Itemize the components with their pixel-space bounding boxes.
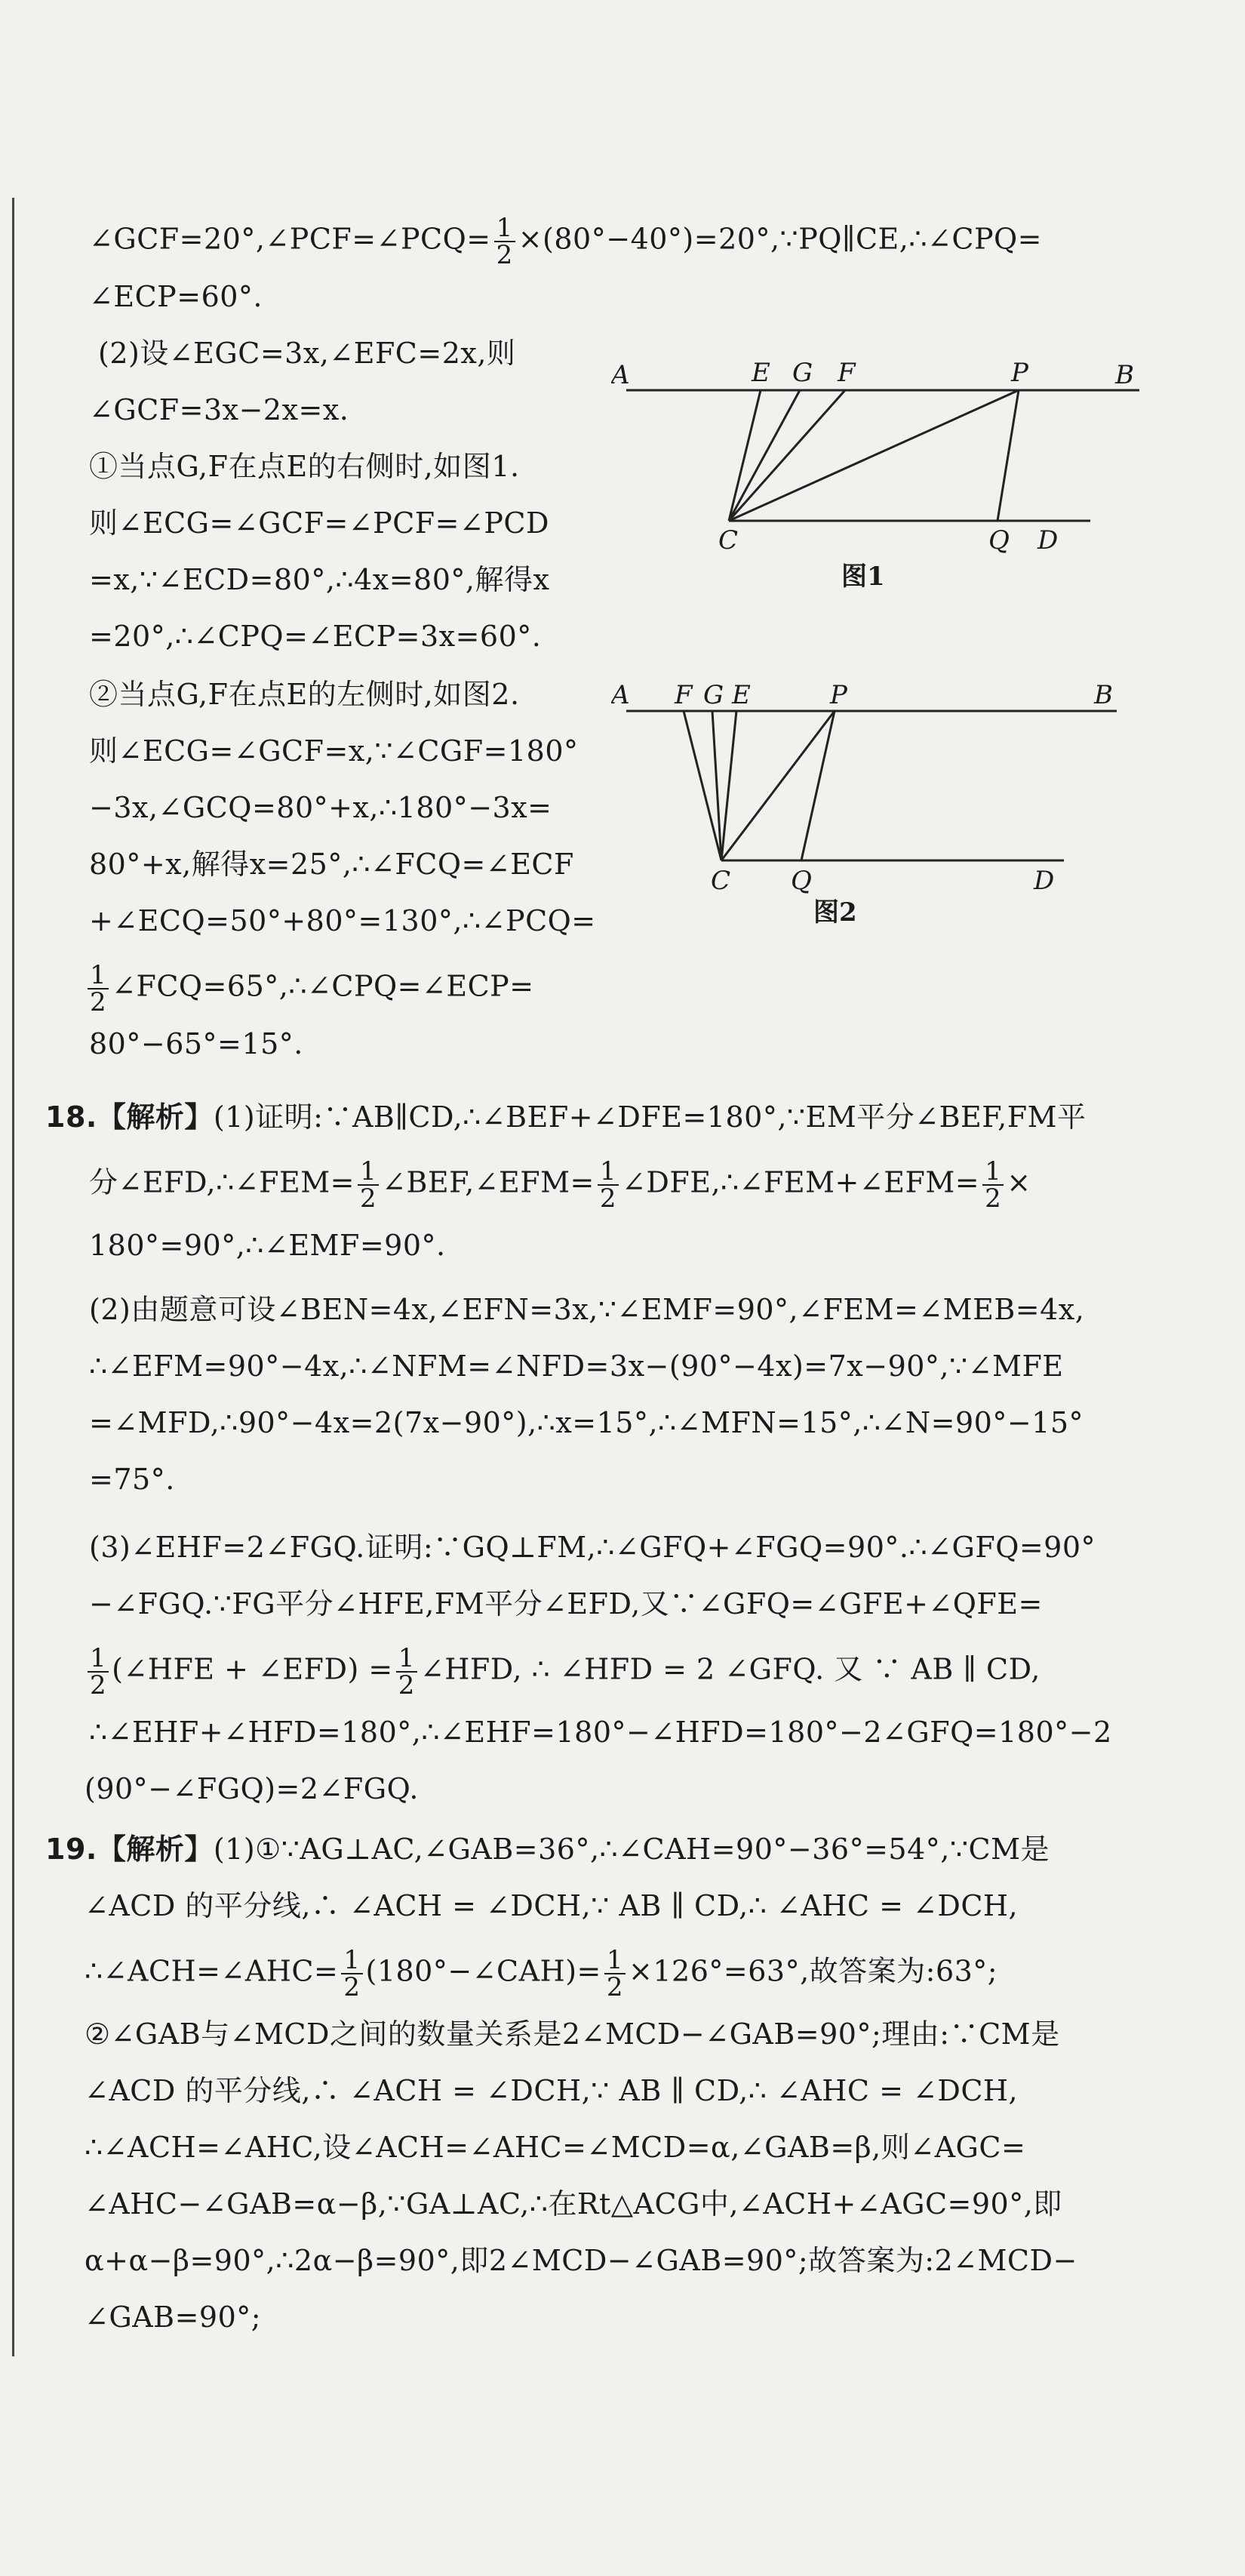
label-c: C <box>711 866 731 896</box>
text-line: (90°−∠FGQ)=2∠FGQ. <box>85 1772 419 1805</box>
label-g: G <box>792 358 813 388</box>
text-segment: ∠BEF,∠EFM= <box>382 1165 595 1199</box>
label-a: A <box>611 360 630 390</box>
label-f: F <box>675 680 693 710</box>
fraction-denominator: 2 <box>360 1183 377 1214</box>
label-e: E <box>732 680 751 710</box>
text-line: 80°−65°=15°. <box>89 1027 303 1060</box>
figure-caption: 图2 <box>813 897 857 928</box>
label-d: D <box>1038 525 1059 556</box>
label-q: Q <box>791 866 812 896</box>
fraction-numerator: 1 <box>88 1645 109 1673</box>
fraction-numerator: 1 <box>341 1947 362 1974</box>
text-segment: ∠HFD, ∴ ∠HFD = 2 ∠GFQ. 又 ∵ AB ∥ CD, <box>420 1652 1041 1686</box>
text-line <box>89 215 1042 268</box>
label-p: P <box>1011 358 1028 388</box>
figure-1 <box>611 343 1154 600</box>
fraction <box>494 215 515 268</box>
label-a: A <box>611 680 630 710</box>
text-line: +∠ECQ=50°+80°=130°,∴∠PCQ= <box>89 904 596 937</box>
text-segment: (180°−∠CAH)= <box>365 1954 601 1988</box>
fraction-denominator: 2 <box>985 1183 1002 1214</box>
text-line: ∠ACD 的平分线,∴ ∠ACH = ∠DCH,∵ AB ∥ CD,∴ ∠AHC = ∠DCH, <box>85 1889 1019 1922</box>
text-segment: (1)证明:∵AB∥CD,∴∠BEF+∠DFE=180°,∵EM平分∠BEF,FM平 <box>213 1100 1087 1134</box>
text-segment: × <box>1007 1165 1031 1199</box>
text-line <box>45 1098 1087 1136</box>
text-segment: 分∠EFD,∴∠FEM= <box>89 1165 355 1199</box>
label-g: G <box>703 680 724 710</box>
fraction-numerator: 1 <box>88 962 109 989</box>
label-d: D <box>1034 866 1055 896</box>
text-segment: ×126°=63°,故答案为:63°; <box>629 1954 998 1988</box>
label-e: E <box>752 358 770 388</box>
fraction-numerator: 1 <box>598 1159 619 1186</box>
fraction-numerator: 1 <box>982 1159 1004 1186</box>
text-line: 则∠ECG=∠GCF=x,∵∠CGF=180° <box>89 734 579 768</box>
label-c: C <box>718 525 739 556</box>
text-line: ①当点G,F在点E的右侧时,如图1. <box>89 450 520 483</box>
text-line: 80°+x,解得x=25°,∴∠FCQ=∠ECF <box>89 848 574 881</box>
text-line: (2)由题意可设∠BEN=4x,∠EFN=3x,∵∠EMF=90°,∠FEM=∠MEB=4x, <box>89 1293 1085 1326</box>
segment-cf <box>729 390 845 521</box>
fraction-denominator: 2 <box>599 1183 617 1214</box>
text-segment: ∠FCQ=65°,∴∠CPQ=∠ECP= <box>112 969 534 1003</box>
figure-caption: 图1 <box>841 562 885 592</box>
fraction <box>396 1645 417 1698</box>
text-line: ∴∠EFM=90°−4x,∴∠NFM=∠NFD=3x−(90°−4x)=7x−90°,∵∠MFE <box>89 1350 1064 1383</box>
fraction-denominator: 2 <box>343 1972 361 2002</box>
fraction <box>88 962 109 1015</box>
text-line: =75°. <box>89 1463 175 1496</box>
segment-ce <box>721 711 736 860</box>
question-number: 18. <box>45 1100 97 1134</box>
text-line: ∠GCF=3x−2x=x. <box>89 393 349 426</box>
segment-cp <box>729 390 1019 521</box>
text-line: ②∠GAB与∠MCD之间的数量关系是2∠MCD−∠GAB=90°;理由:∵CM是 <box>85 2017 1060 2051</box>
label-f: F <box>838 358 856 388</box>
fraction <box>598 1156 619 1214</box>
text-line: =∠MFD,∴90°−4x=2(7x−90°),∴x=15°,∴∠MFN=15°,∴∠N=90°−15° <box>89 1406 1084 1439</box>
text-line: ∠ACD 的平分线,∴ ∠ACH = ∠DCH,∵ AB ∥ CD,∴ ∠AHC = ∠DCH, <box>85 2074 1019 2107</box>
fraction <box>604 1947 626 2000</box>
text-line: 则∠ECG=∠GCF=∠PCF=∠PCD <box>89 506 549 540</box>
segment-ce <box>729 390 761 521</box>
fraction-numerator: 1 <box>396 1645 417 1673</box>
text-line <box>89 1156 1031 1214</box>
text-line: ∠GAB=90°; <box>85 2301 262 2334</box>
fraction <box>358 1156 379 1214</box>
text-line: (3)∠EHF=2∠FGQ.证明:∵GQ⊥FM,∴∠GFQ+∠FGQ=90°.∴∠GFQ=90° <box>89 1531 1096 1564</box>
label-b: B <box>1115 360 1134 390</box>
question-number: 19. <box>45 1833 97 1866</box>
text-line: ∠ECP=60°. <box>89 280 263 313</box>
label-p: P <box>830 680 847 710</box>
text-line <box>85 1645 1041 1698</box>
text-segment: (1)①∵AG⊥AC,∠GAB=36°,∴∠CAH=90°−36°=54°,∵CM是 <box>213 1833 1050 1866</box>
text-segment: ∠GCF=20°,∠PCF=∠PCQ= <box>89 222 491 256</box>
text-line: ∴∠ACH=∠AHC,设∠ACH=∠AHC=∠MCD=α,∠GAB=β,则∠AGC= <box>85 2131 1026 2164</box>
margin-rule <box>12 198 14 2356</box>
fraction <box>341 1947 362 2000</box>
text-line: ②当点G,F在点E的左侧时,如图2. <box>89 678 520 711</box>
fraction-denominator: 2 <box>90 987 107 1017</box>
segment-cg <box>729 390 800 521</box>
figure-2 <box>611 664 1154 936</box>
segment-pq <box>998 390 1019 521</box>
text-line: =20°,∴∠CPQ=∠ECP=3x=60°. <box>89 620 542 653</box>
fraction-denominator: 2 <box>90 1670 107 1700</box>
text-segment: ×(80°−40°)=20°,∵PQ∥CE,∴∠CPQ= <box>518 222 1043 256</box>
text-line: −∠FGQ.∵FG平分∠HFE,FM平分∠EFD,又∵∠GFQ=∠GFE+∠QFE= <box>89 1587 1043 1620</box>
text-segment: (∠HFE + ∠EFD) = <box>112 1652 393 1686</box>
fraction-denominator: 2 <box>496 240 513 270</box>
text-segment: ∴∠ACH=∠AHC= <box>85 1954 339 1988</box>
fraction <box>88 1645 109 1698</box>
fraction-denominator: 2 <box>606 1972 623 2002</box>
label-b: B <box>1094 680 1113 710</box>
text-line: (2)设∠EGC=3x,∠EFC=2x,则 <box>98 337 516 370</box>
fraction-numerator: 1 <box>358 1159 379 1186</box>
text-line <box>85 1947 998 2000</box>
text-segment: ∠DFE,∴∠FEM+∠EFM= <box>622 1165 980 1199</box>
analysis-tag: 【解析】 <box>97 1100 214 1134</box>
text-line: −3x,∠GCQ=80°+x,∴180°−3x= <box>89 791 552 824</box>
analysis-tag: 【解析】 <box>97 1832 214 1866</box>
text-line: =x,∵∠ECD=80°,∴4x=80°,解得x <box>89 563 550 596</box>
label-q: Q <box>988 525 1010 556</box>
text-line <box>85 962 534 1015</box>
text-line: 180°=90°,∴∠EMF=90°. <box>89 1229 446 1262</box>
fraction <box>982 1156 1004 1214</box>
fraction-denominator: 2 <box>398 1670 415 1700</box>
text-line: ∴∠EHF+∠HFD=180°,∴∠EHF=180°−∠HFD=180°−2∠GFQ=180°−2 <box>89 1716 1112 1749</box>
fraction-numerator: 1 <box>604 1947 626 1974</box>
text-line: α+α−β=90°,∴2α−β=90°,即2∠MCD−∠GAB=90°;故答案为:2∠MCD− <box>85 2244 1077 2277</box>
text-line: ∠AHC−∠GAB=α−β,∵GA⊥AC,∴在Rt△ACG中,∠ACH+∠AGC=90°,即 <box>85 2187 1062 2221</box>
text-line <box>45 1830 1050 1868</box>
fraction-numerator: 1 <box>494 215 515 242</box>
